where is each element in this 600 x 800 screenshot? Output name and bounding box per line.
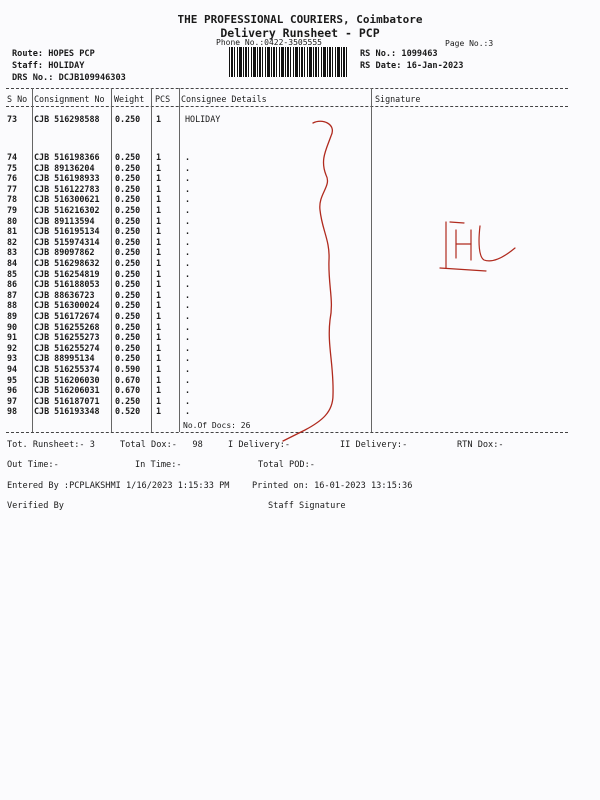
row-consignment: CJB 516298632	[34, 258, 100, 268]
row-sno: 96	[7, 385, 18, 396]
row-weight: 0.250	[115, 173, 141, 184]
document-title: Delivery Runsheet - PCP	[220, 26, 380, 40]
row-weight: 0.250	[115, 183, 141, 194]
return-dox: RTN Dox:-	[457, 440, 504, 450]
first-delivery: I Delivery:-	[228, 440, 291, 450]
row-pcs: 1	[156, 114, 162, 124]
row-sno: 83	[7, 247, 18, 258]
row-sno: 88	[7, 300, 18, 311]
row-pcs: 1	[156, 268, 162, 279]
row-consignment: CJB 516255273	[34, 332, 100, 343]
row-sno: 89	[7, 311, 18, 321]
row-pcs: 1	[156, 406, 162, 417]
row-pcs: 1	[156, 173, 162, 184]
row-consignee: .	[185, 247, 191, 258]
row-weight: 0.590	[115, 364, 141, 374]
row-consignee: .	[185, 268, 191, 279]
row-sno: 93	[7, 353, 18, 364]
row-consignment: CJB 515974314	[34, 236, 100, 247]
row-consignment: CJB 88636723	[34, 289, 95, 300]
row-weight: 0.250	[115, 321, 141, 332]
row-consignment: CJB 516300621	[34, 194, 100, 205]
row-sno: 76	[7, 173, 18, 184]
verified-by: Verified By	[7, 501, 64, 511]
row-consignee: .	[185, 332, 191, 343]
row-consignment: CJB 89097862	[34, 247, 95, 258]
row-consignee: .	[185, 300, 191, 311]
row-pcs: 1	[156, 311, 162, 321]
row-sno: 98	[7, 406, 18, 417]
row-consignment: CJB 516198933	[34, 173, 100, 184]
row-consignee: .	[185, 173, 191, 184]
row-consignment: CJB 516255268	[34, 321, 100, 332]
row-consignment: CJB 516122783	[34, 183, 100, 194]
row-pcs: 1	[156, 289, 162, 300]
row-consignee: .	[185, 364, 191, 374]
row-pcs: 1	[156, 300, 162, 311]
row-consignee: .	[185, 215, 191, 226]
row-weight: 0.250	[115, 114, 141, 124]
row-consignee: .	[185, 226, 191, 237]
row-sno: 90	[7, 321, 18, 332]
row-sno: 85	[7, 268, 18, 279]
row-weight: 0.670	[115, 385, 141, 396]
row-sno: 79	[7, 205, 18, 215]
row-consignee: .	[185, 321, 191, 332]
row-consignee: .	[185, 183, 191, 194]
row-pcs: 1	[156, 353, 162, 364]
row-consignee: .	[185, 374, 191, 385]
route: Route: HOPES PCP	[12, 49, 95, 59]
row-pcs: 1	[156, 152, 162, 162]
row-sno: 86	[7, 279, 18, 290]
docs-count: No.Of Docs: 26	[183, 421, 251, 430]
row-consignment: CJB 516193348	[34, 406, 100, 417]
row-weight: 0.250	[115, 205, 141, 215]
row-consignment: CJB 516298588	[34, 114, 100, 124]
row-consignment: CJB 516206030	[34, 374, 100, 385]
second-delivery: II Delivery:-	[340, 440, 408, 450]
row-consignee: .	[185, 385, 191, 396]
row-consignee: .	[185, 289, 191, 300]
rs-date: RS Date: 16-Jan-2023	[360, 61, 464, 71]
row-sno: 95	[7, 374, 18, 385]
row-sno: 87	[7, 289, 18, 300]
row-pcs: 1	[156, 247, 162, 258]
row-pcs: 1	[156, 374, 162, 385]
row-consignment: CJB 516206031	[34, 385, 100, 396]
row-consignment: CJB 88995134	[34, 353, 95, 364]
row-weight: 0.250	[115, 162, 141, 173]
row-weight: 0.250	[115, 353, 141, 364]
total-runsheet: Tot. Runsheet:- 3	[7, 440, 95, 450]
row-weight: 0.250	[115, 194, 141, 205]
row-weight: 0.250	[115, 247, 141, 258]
row-consignee: .	[185, 279, 191, 290]
row-consignment: CJB 516187071	[34, 395, 100, 406]
row-sno: 91	[7, 332, 18, 343]
row-consignment: CJB 516255374	[34, 364, 100, 374]
row-pcs: 1	[156, 162, 162, 173]
row-pcs: 1	[156, 395, 162, 406]
row-pcs: 1	[156, 226, 162, 237]
handwritten-initials-mark	[440, 222, 515, 271]
rs-number: RS No.: 1099463	[360, 49, 438, 59]
row-consignee: .	[185, 236, 191, 247]
row-sno: 97	[7, 395, 18, 406]
row-sno: 75	[7, 162, 18, 173]
row-consignment: CJB 516300024	[34, 300, 100, 311]
row-sno: 80	[7, 215, 18, 226]
row-pcs: 1	[156, 236, 162, 247]
col-header-consignee: Consignee Details	[181, 94, 267, 104]
row-weight: 0.250	[115, 289, 141, 300]
page-number: Page No.:3	[445, 39, 494, 48]
handwritten-bracket-line	[283, 121, 333, 441]
row-consignee: .	[185, 395, 191, 406]
row-consignment: CJB 516255274	[34, 342, 100, 353]
staff-signature: Staff Signature	[268, 501, 346, 511]
row-weight: 0.250	[115, 332, 141, 343]
row-sno: 82	[7, 236, 18, 247]
row-consignee: .	[185, 162, 191, 173]
out-time: Out Time:-	[7, 460, 59, 470]
col-header-consignment: Consignment No	[34, 94, 105, 104]
row-weight: 0.250	[115, 268, 141, 279]
row-weight: 0.250	[115, 226, 141, 237]
row-sno: 74	[7, 152, 18, 162]
row-weight: 0.250	[115, 236, 141, 247]
row-pcs: 1	[156, 205, 162, 215]
row-pcs: 1	[156, 258, 162, 268]
row-weight: 0.250	[115, 342, 141, 353]
col-header-signature: Signature	[375, 94, 421, 104]
row-weight: 0.250	[115, 152, 141, 162]
printed-on: Printed on: 16-01-2023 13:15:36	[252, 481, 413, 491]
row-consignment: CJB 516195134	[34, 226, 100, 237]
row-sno: 78	[7, 194, 18, 205]
col-header-weight: Weight	[114, 94, 145, 104]
row-pcs: 1	[156, 385, 162, 396]
row-sno: 94	[7, 364, 18, 374]
row-sno: 92	[7, 342, 18, 353]
row-consignee: .	[185, 342, 191, 353]
row-pcs: 1	[156, 342, 162, 353]
row-consignee: .	[185, 311, 191, 321]
row-sno: 84	[7, 258, 18, 268]
col-header-sno: S No	[7, 94, 28, 104]
row-weight: 0.250	[115, 215, 141, 226]
row-pcs: 1	[156, 215, 162, 226]
row-consignment: CJB 89136204	[34, 162, 95, 173]
total-pod: Total POD:-	[258, 460, 315, 470]
row-consignee: HOLIDAY	[185, 114, 221, 124]
row-consignee: .	[185, 258, 191, 268]
company-name: THE PROFESSIONAL COURIERS, Coimbatore	[177, 13, 423, 26]
row-pcs: 1	[156, 332, 162, 343]
row-consignee: .	[185, 406, 191, 417]
row-weight: 0.250	[115, 279, 141, 290]
row-consignee: .	[185, 194, 191, 205]
row-consignment: CJB 516188053	[34, 279, 100, 290]
row-pcs: 1	[156, 364, 162, 374]
row-consignee: .	[185, 353, 191, 364]
in-time: In Time:-	[135, 460, 182, 470]
entered-by: Entered By :PCPLAKSHMI 1/16/2023 1:15:33 PM	[7, 481, 230, 491]
row-pcs: 1	[156, 279, 162, 290]
row-consignment: CJB 516216302	[34, 205, 100, 215]
row-weight: 0.520	[115, 406, 141, 417]
row-pcs: 1	[156, 183, 162, 194]
phone-number: Phone No.:0422-3505555	[216, 38, 322, 47]
row-consignee: .	[185, 152, 191, 162]
row-consignment: CJB 89113594	[34, 215, 95, 226]
staff: Staff: HOLIDAY	[12, 61, 85, 71]
row-weight: 0.250	[115, 311, 141, 321]
total-dox: Total Dox:- 98	[120, 440, 203, 450]
col-header-pcs: PCS	[155, 94, 171, 104]
row-weight: 0.250	[115, 395, 141, 406]
row-weight: 0.250	[115, 258, 141, 268]
row-consignment: CJB 516254819	[34, 268, 100, 279]
row-sno: 81	[7, 226, 18, 237]
row-pcs: 1	[156, 321, 162, 332]
row-sno: 77	[7, 183, 18, 194]
row-pcs: 1	[156, 194, 162, 205]
row-consignment: CJB 516172674	[34, 311, 100, 321]
row-consignment: CJB 516198366	[34, 152, 100, 162]
row-weight: 0.670	[115, 374, 141, 385]
row-sno: 73	[7, 114, 18, 124]
row-weight: 0.250	[115, 300, 141, 311]
drs-number: DRS No.: DCJB109946303	[12, 73, 126, 83]
row-consignee: .	[185, 205, 191, 215]
